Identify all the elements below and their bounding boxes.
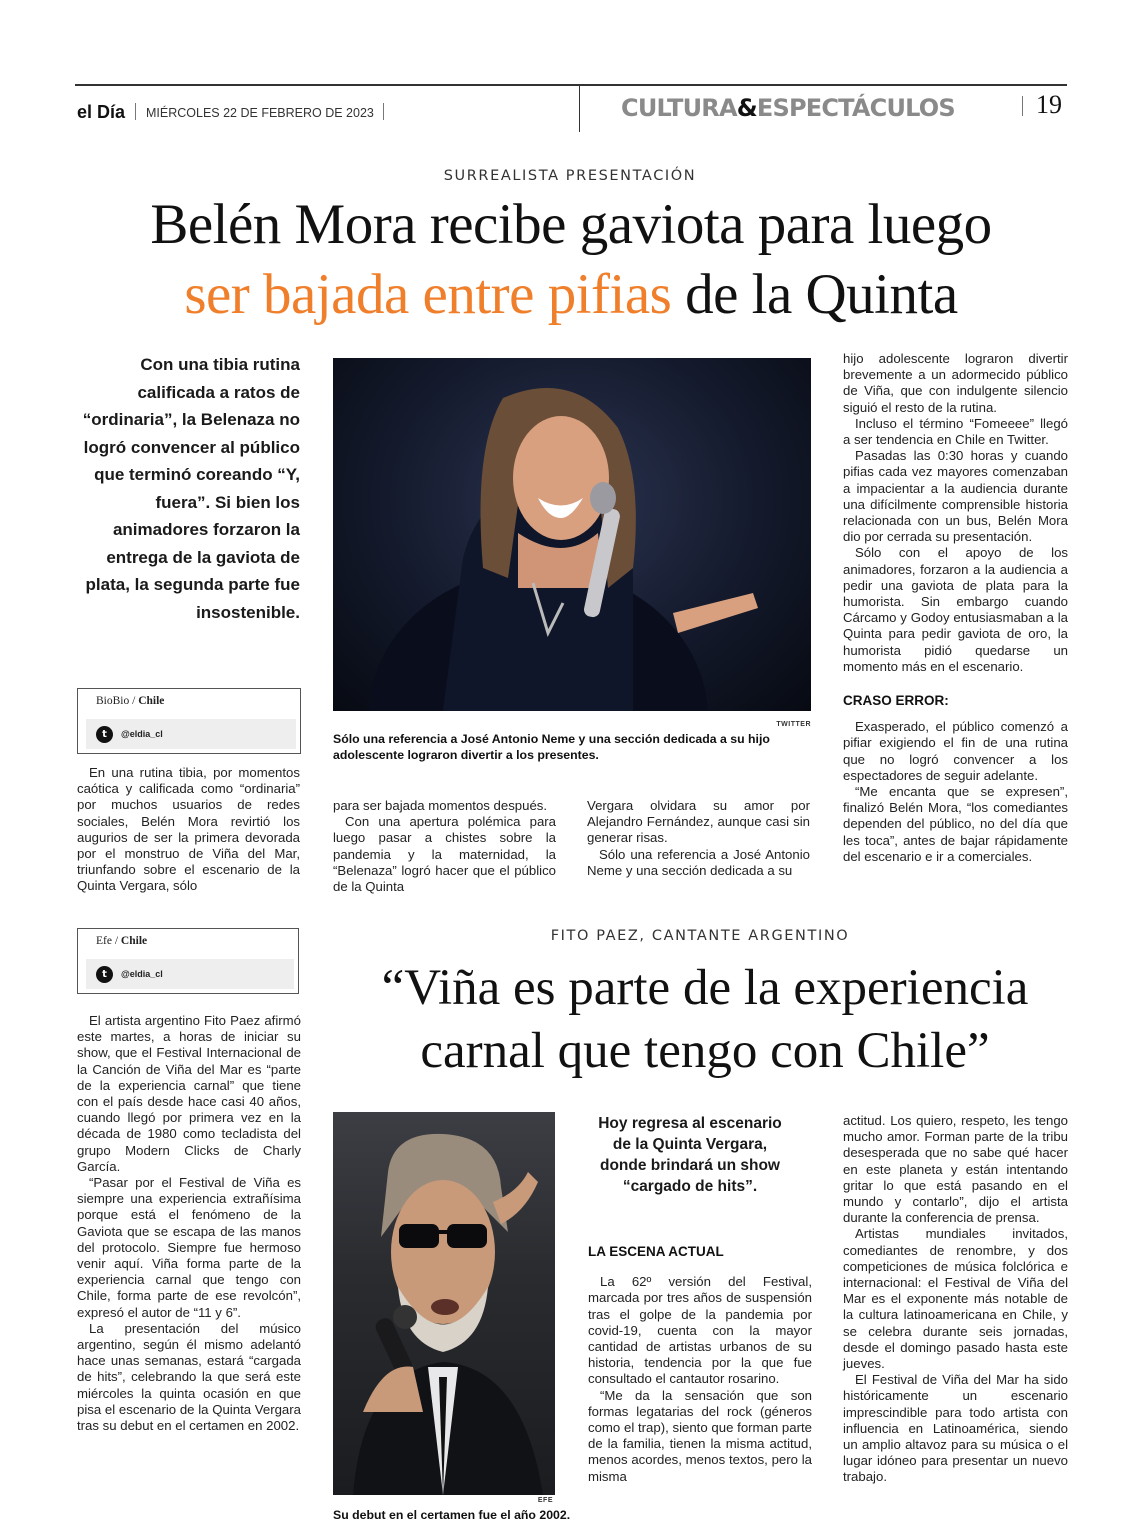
section-title (621, 93, 955, 123)
article1-social (86, 719, 296, 749)
page-number-separator (1022, 96, 1023, 116)
article2-source: Efe / Chile (96, 935, 148, 947)
article1-col3-p1: Vergara olvidara su amor por Alejandro Fernández, aunque casi sin generar risas. (587, 798, 810, 846)
article2-photo-credit: EFE (537, 1497, 553, 1504)
article1-col4-p2: Incluso el término “Fomeeee” llegó a ser tendencia en Chile en Twitter. (843, 415, 1068, 448)
article1-caption: Sólo una referencia a José Antonio Neme y una sección dedicada a su hijo adolescente lograron divertir a los presentes. (333, 732, 770, 762)
article2-headline-line1: “Viña es parte de la experiencia (381, 960, 1029, 1016)
article1-photo-credit: TWITTER (776, 721, 811, 728)
article2-caption: Su debut en el certamen fue el año 2002. (333, 1508, 571, 1522)
article1-headline (60, 190, 1082, 330)
article2-subhead: LA ESCENA ACTUAL (588, 1244, 724, 1259)
article1-col4-p3: Pasadas las 0:30 horas y cuando pifias cada vez mayores comenzaban a impacientar a la audiencia durante una difícilmente comprensible historia relacionada con un bus, Belén Mora dio por cerrada su presentación. (843, 448, 1068, 545)
article1-col4-p4: Sólo con el apoyo de los animadores, forzaron a la audiencia a pedir una gaviota de plata para la humorista. Sin embargo cuando Cárcamo y Godoy entusiasmaban a la Quinta para pedir gaviota de oro, la humorista pidió quedarse un momento más en el escenario. (843, 545, 1068, 674)
article1-lead: Con una tibia rutina calificada a ratos de “ordinaria”, la Belenaza no logró convencer al público que terminó coreando “Y, fuera”. Si bien los animadores forzaron la entrega de la gaviota de plata, la segunda parte fue insostenible. (82, 355, 300, 622)
article2-col1-p1: El artista argentino Fito Paez afirmó este martes, a horas de iniciar su show, que el Festival Internacional de la Canción de Viña del Mar es “parte de la experiencia carnal” que tiene con el país desde hace casi 40 años, cuando llegó por primera vez en la década de 1980 como tecladista del grupo Modern Clicks de Charly García. (77, 1013, 301, 1174)
header-date: MIÉRCOLES 22 DE FEBRERO DE 2023 (146, 106, 374, 120)
section-title-amp: & (736, 94, 757, 122)
header-divider (579, 85, 580, 132)
article2-lead: Hoy regresa al escenario de la Quinta Vergara, donde brindará un show “cargado de hits”. (598, 1115, 782, 1195)
article1-source: BioBio / Chile (96, 695, 165, 707)
article1-kicker: SURREALISTA PRESENTACIÓN (443, 168, 697, 184)
article2-col3 (588, 1244, 812, 1485)
article2-headline-line2: carnal que tengo con Chile” (420, 1023, 990, 1079)
article2-col1-p2: “Pasar por el Festival de Viña es siempre una experiencia extrañísima porque está el fenómeno de la Gaviota que se escapa de las manos del protocolo. Siempre fue hermoso venir aquí. Viña forma parte de la experiencia carnal que tengo con Chile, forma parte de ese revolcón”, expresó el autor de “11 y 6”. (77, 1175, 301, 1320)
masthead: el Día (77, 102, 126, 122)
article2-col4-p1: actitud. Los quiero, respeto, les tengo mucho amor. Forman parte de la tribu desesperada que no sabe qué hacer en este planeta y están intentando gritar lo que está pasando en el mundo y contarlo”, dijo el artista durante la conferencia de prensa. (843, 1113, 1068, 1226)
article1-col2-p1: para ser bajada momentos después. (333, 798, 548, 813)
article2-source-region: Chile (120, 935, 148, 947)
article1-headline-line1: Belén Mora recibe gaviota para luego (150, 193, 992, 256)
article2-social-handle[interactable]: @eldia_cl (121, 969, 163, 979)
article2-col3-p1: La 62º versión del Festival, marcada por tres años de suspensión tras el golpe de la pandemia por covid-19, cuenta con la mayor cantidad de artistas urbanos de su historia, tendencia por la que fue consultado el cantautor rosarino. (588, 1274, 812, 1387)
header-top-rule (75, 84, 1067, 86)
article1-headline-highlight: ser bajada entre pifias (184, 263, 672, 326)
singer-illustration (333, 358, 811, 711)
section-title-b: ESPECTÁCULOS (756, 94, 955, 122)
article2-col4-p3: El Festival de Viña del Mar ha sido históricamente un escenario imprescindible para todo artista con influencia en Latinoamérica, siendo un amplio altavoz para su música o el lugar idóneo para presentar un nuevo trabajo. (843, 1372, 1068, 1485)
twitter-icon: t (96, 966, 113, 983)
article1-col2-p2: Con una apertura polémica para luego pasar a chistes sobre la pandemia y la maternidad, la “Belenaza” logró hacer que el público de la Quinta (333, 814, 556, 895)
article1-source-region: Chile (138, 695, 165, 707)
article1-col4 (843, 351, 1068, 865)
article1-social-handle[interactable]: @eldia_cl (121, 729, 163, 739)
article2-photo (333, 1112, 555, 1495)
article2-kicker: FITO PAEZ, CANTANTE ARGENTINO (550, 928, 850, 944)
article2-source-box (77, 928, 299, 994)
date-separator (383, 103, 384, 120)
article1-col3 (587, 798, 810, 879)
article2-col3-p2: “Me da la sensación que son formas legatarias del rock (géneros como el trap), siento que forman parte de la familia, tienen la misma actitud, menos acordes, menos textos, pero la misma (588, 1387, 812, 1484)
article1-headline-line2 (60, 260, 1082, 330)
fito-paez-illustration (333, 1112, 555, 1495)
article1-col4-p5: Exasperado, el público comenzó a pifiar exigiendo el fin de una rutina que no logró convencer a los espectadores de seguir adelante. (843, 719, 1068, 783)
masthead-separator (135, 103, 136, 120)
article2-col1-p3: La presentación del músico argentino, según él mismo adelantó hace unas semanas, estará “cargada de hits”, celebrando la que será este miércoles la quinta ocasión en que pisa el escenario de la Quinta Vergara tras su debut en el certamen en 2002. (77, 1320, 301, 1434)
page-number: 19 (1036, 90, 1062, 119)
article1-col1 (77, 765, 300, 895)
article1-col4-p1: hijo adolescente lograron divertir brevemente a un adormecido público de Viña, que con indulgente silencio siguió el resto de la rutina. (843, 351, 1068, 415)
article1-col3-p2: Sólo una referencia a José Antonio Neme y una sección dedicada a su (587, 846, 810, 878)
article2-headline (320, 957, 1090, 1083)
article2-col4 (843, 1113, 1068, 1486)
article1-col1-p1: En una rutina tibia, por momentos caótica y calificada como “ordinaria” por muchos usuarios de redes sociales, Belén Mora revirtió los augurios de ser la primera devorada por el monstruo de Viña del Mar, triunfando sobre el escenario de la Quinta Vergara, sólo (77, 765, 300, 894)
article2-col1 (77, 1013, 301, 1434)
article1-headline-rest: de la Quinta (671, 263, 958, 326)
article1-col4-p6: “Me encanta que se expresen”, finalizó Belén Mora, “los comediantes dependen del público, no del día que les toca”, antes de bajar rápidamente del escenario e ir a comerciales. (843, 784, 1068, 864)
article1-photo (333, 358, 811, 711)
article2-col4-p2: Artistas mundiales invitados, comediantes de renombre, y dos competiciones de música folclórica e internacional: el Festival de Viña del Mar es el exponente más notable de la cultura latinoamericana en Chile, y se celebra durante seis jornadas, desde el domingo pasado hasta este jueves. (843, 1226, 1068, 1372)
article1-subhead: CRASO ERROR: (843, 693, 949, 709)
article1-source-box (77, 688, 301, 754)
section-title-a: CULTURA (621, 94, 737, 122)
article2-social (86, 959, 294, 989)
article1-col2 (333, 798, 556, 895)
twitter-icon: t (96, 726, 113, 743)
